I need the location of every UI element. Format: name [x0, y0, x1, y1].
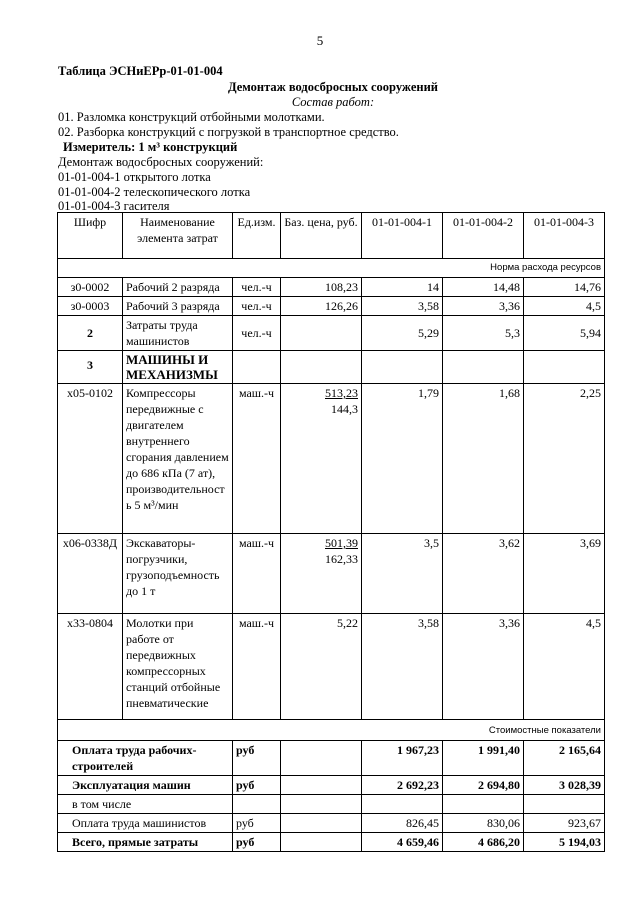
- header-price: Баз. цена, руб.: [281, 213, 362, 259]
- row-value-3: 14,76: [524, 278, 605, 297]
- table-row: [58, 316, 605, 351]
- row-code: х06-0338Д: [58, 534, 123, 614]
- cost-value-1: 826,45: [362, 814, 443, 833]
- norm-label: Норма расхода ресурсов: [58, 259, 605, 278]
- cost-row: [58, 833, 605, 852]
- row-value-2: 1,68: [443, 384, 524, 534]
- cost-value-2: 4 686,20: [443, 833, 524, 852]
- row-price: [281, 316, 362, 351]
- table-row: [58, 534, 605, 614]
- header-variant-1: 01-01-004-1: [362, 213, 443, 259]
- row-value-1: 14: [362, 278, 443, 297]
- row-value-3: 4,5: [524, 297, 605, 316]
- composition-label: Состав работ:: [291, 95, 375, 109]
- machines-group-row: [58, 351, 605, 384]
- cost-value-2: 830,06: [443, 814, 524, 833]
- header-unit: Ед.изм.: [233, 213, 281, 259]
- page-number: 5: [316, 33, 324, 48]
- header-code: Шифр: [58, 213, 123, 259]
- subject-line: Демонтаж водосбросных сооружений:: [58, 155, 264, 169]
- cost-value-3: [524, 795, 605, 814]
- row-unit: маш.-ч: [233, 534, 281, 614]
- header-variant-2: 01-01-004-2: [443, 213, 524, 259]
- row-price: 126,26: [281, 297, 362, 316]
- resource-table: [57, 212, 605, 852]
- row-code: х33-0804: [58, 614, 123, 720]
- row-price: 108,23: [281, 278, 362, 297]
- norm-label-row: [58, 259, 605, 278]
- row-value-1: 3,5: [362, 534, 443, 614]
- row-code: з0-0002: [58, 278, 123, 297]
- row-price: 513,23: [325, 386, 358, 400]
- row-unit: чел.-ч: [233, 316, 281, 351]
- row-code: з0-0003: [58, 297, 123, 316]
- table-row: [58, 297, 605, 316]
- row-value-1: 3,58: [362, 297, 443, 316]
- cost-value-2: 1 991,40: [443, 741, 524, 776]
- row-price-secondary: 162,33: [325, 552, 358, 566]
- row-value-2: 3,36: [443, 614, 524, 720]
- row-price: 5,22: [281, 614, 362, 720]
- cost-name: Оплата труда машинистов: [58, 814, 233, 833]
- row-name: Рабочий 3 разряда: [123, 297, 233, 316]
- group-name: МАШИНЫ И МЕХАНИЗМЫ: [123, 351, 233, 384]
- row-value-3: 3,69: [524, 534, 605, 614]
- meter-line: Измеритель: 1 м³ конструкций: [63, 140, 238, 154]
- cost-unit: руб: [233, 741, 281, 776]
- row-value-1: 5,29: [362, 316, 443, 351]
- cost-unit: руб: [233, 833, 281, 852]
- table-title: Таблица ЭСНиЕРр-01-01-004: [58, 64, 223, 78]
- row-unit: маш.-ч: [233, 384, 281, 534]
- table-row: [58, 614, 605, 720]
- header-variant-3: 01-01-004-3: [524, 213, 605, 259]
- row-name: Затраты труда машинистов: [123, 316, 233, 351]
- table-header-row: [58, 213, 605, 259]
- row-value-3: 5,94: [524, 316, 605, 351]
- cost-value-2: 2 694,80: [443, 776, 524, 795]
- group-code: 3: [58, 351, 123, 384]
- cost-value-3: 3 028,39: [524, 776, 605, 795]
- cost-value-2: [443, 795, 524, 814]
- cost-value-1: [362, 795, 443, 814]
- row-unit: чел.-ч: [233, 297, 281, 316]
- cost-unit: руб: [233, 776, 281, 795]
- row-price: 501,39: [325, 536, 358, 550]
- row-name: Рабочий 2 разряда: [123, 278, 233, 297]
- cost-name: Эксплуатация машин: [58, 776, 233, 795]
- cost-name: Оплата труда рабочих-строителей: [58, 741, 233, 776]
- cost-value-1: 2 692,23: [362, 776, 443, 795]
- cost-value-3: 923,67: [524, 814, 605, 833]
- row-name: Молотки при работе от передвижных компрессорных станций отбойные пневматические: [123, 614, 233, 720]
- variant-2: 01-01-004-2 телескопического лотка: [58, 185, 251, 199]
- table-row: [58, 278, 605, 297]
- cost-name: Всего, прямые затраты: [58, 833, 233, 852]
- row-value-3: 2,25: [524, 384, 605, 534]
- row-value-2: 3,62: [443, 534, 524, 614]
- cost-label-row: [58, 720, 605, 741]
- row-value-2: 3,36: [443, 297, 524, 316]
- cost-value-1: 4 659,46: [362, 833, 443, 852]
- row-value-1: 1,79: [362, 384, 443, 534]
- row-unit: маш.-ч: [233, 614, 281, 720]
- work-item-1: 01. Разломка конструкций отбойными молотками.: [58, 110, 325, 124]
- cost-row: [58, 814, 605, 833]
- cost-unit: [233, 795, 281, 814]
- row-price-secondary: 144,3: [331, 402, 358, 416]
- row-name: Экскаваторы-погрузчики, грузоподъемность до 1 т: [123, 534, 233, 614]
- cost-name: в том числе: [58, 795, 233, 814]
- cost-value-3: 5 194,03: [524, 833, 605, 852]
- cost-row: [58, 741, 605, 776]
- header-name: Наименование элемента затрат: [123, 213, 233, 259]
- cost-row: [58, 776, 605, 795]
- row-value-3: 4,5: [524, 614, 605, 720]
- row-unit: чел.-ч: [233, 278, 281, 297]
- row-name: Компрессоры передвижные с двигателем внутреннего сгорания давлением до 686 кПа (7 ат), производительност ь 5 м³/мин: [123, 384, 233, 534]
- cost-row: [58, 795, 605, 814]
- cost-value-1: 1 967,23: [362, 741, 443, 776]
- row-code: 2: [58, 316, 123, 351]
- variant-3: 01-01-004-3 гасителя: [58, 199, 170, 213]
- cost-unit: руб: [233, 814, 281, 833]
- cost-label: Стоимостные показатели: [58, 720, 605, 741]
- table-row: [58, 384, 605, 534]
- work-item-2: 02. Разборка конструкций с погрузкой в транспортное средство.: [58, 125, 399, 139]
- section-title: Демонтаж водосбросных сооружений: [228, 80, 438, 94]
- row-code: х05-0102: [58, 384, 123, 534]
- row-value-2: 5,3: [443, 316, 524, 351]
- row-value-1: 3,58: [362, 614, 443, 720]
- row-value-2: 14,48: [443, 278, 524, 297]
- cost-value-3: 2 165,64: [524, 741, 605, 776]
- variant-1: 01-01-004-1 открытого лотка: [58, 170, 211, 184]
